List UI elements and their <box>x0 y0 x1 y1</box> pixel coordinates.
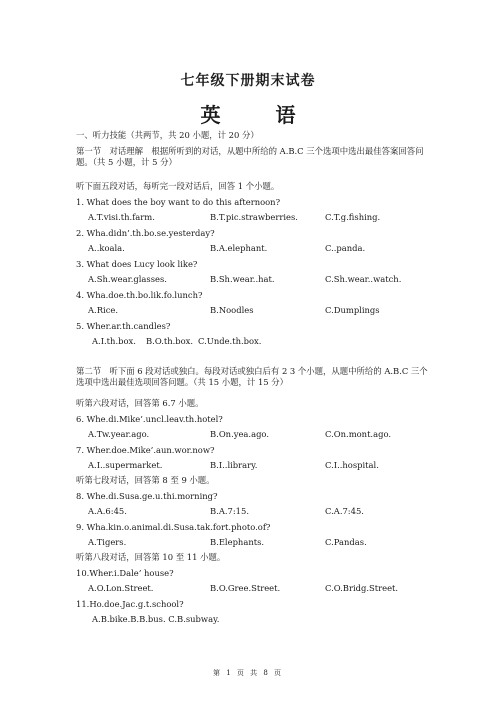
question-6-option-a: A.Tw.year.ago. <box>88 429 150 439</box>
question-3-stem: 3. What does Lucy look like? <box>76 259 198 269</box>
question-8-option-c: C.A.7:45. <box>325 506 364 516</box>
question-10-option-b: B.O.Gree.Street. <box>210 583 281 593</box>
question-7-stem: 7. Wher.doe.Mike’.aun.wor.now? <box>76 445 215 455</box>
question-8-option-a: A.A.6:45. <box>88 506 127 516</box>
question-10-stem: 10.Wher.i.Dale’ house? <box>76 568 174 578</box>
part1-heading: 一、听力技能（共两节，共 20 小题，计 20 分） <box>76 130 259 140</box>
question-5-option-b: B.O.th.box. <box>146 336 194 346</box>
question-5-option-c: C.Unde.th.box. <box>198 336 262 346</box>
section2-intro: 第二节 听下面 6 段对话或独白。每段对话或独白后有 2 3 个小题，从题中所给的 A.B.C 三个选项中选出最佳选项回答问题。（共 15 小题，计 15 分） <box>76 366 428 387</box>
question-5-stem: 5. Wher.ar.th.candles? <box>76 321 171 331</box>
question-1-option-c: C.T.g.fishing. <box>325 212 381 222</box>
question-4-stem: 4. Wha.doe.th.bo.lik.fo.lunch? <box>76 290 203 300</box>
question-9-stem: 9. Wha.kin.o.animal.di.Susa.tak.fort.photo.of? <box>76 522 271 532</box>
section2-note-7: 听第七段对话，回答第 8 至 9 小题。 <box>76 475 215 485</box>
question-1-option-a: A.T.visi.th.farm. <box>88 212 155 222</box>
question-1-option-b: B.T.pic.strawberries. <box>210 212 298 222</box>
question-4-option-b: B.Noodles <box>210 305 254 315</box>
question-6-option-c: C.On.mont.ago. <box>325 429 392 439</box>
page-title: 七年级下册期末试卷 <box>180 73 316 89</box>
question-3-option-a: A.Sh.wear.glasses. <box>88 274 167 284</box>
question-2-option-c: C..panda. <box>325 243 366 253</box>
question-2-option-b: B.A.elephant. <box>210 243 268 253</box>
section2-note-6: 听第六段对话，回答第 6.7 小题。 <box>76 398 204 408</box>
question-10-option-a: A.O.Lon.Street. <box>88 583 154 593</box>
question-7-option-b: B.I..library. <box>210 460 258 470</box>
question-2-option-a: A..koala. <box>88 243 125 253</box>
question-3-option-b: B.Sh.wear..hat. <box>210 274 275 284</box>
question-5-option-a: A.I.th.box. <box>92 336 136 346</box>
question-4-option-c: C.Dumplings <box>325 305 380 315</box>
page-footer: 第 1 页 共 8 页 <box>212 669 284 677</box>
question-7-option-a: A.I..supermarket. <box>88 460 163 470</box>
question-1-stem: 1. What does the boy want to do this afternoon? <box>76 197 281 207</box>
question-6-stem: 6. Whe.di.Mike’.uncl.leav.th.hotel? <box>76 414 223 424</box>
question-7-option-c: C.I..hospital. <box>325 460 379 470</box>
question-6-option-b: B.On.yea.ago. <box>210 429 269 439</box>
question-3-option-c: C.Sh.wear..watch. <box>325 274 402 284</box>
question-9-option-b: B.Elephants. <box>210 537 265 547</box>
section1-intro: 第一节 对话理解 根据所听到的对话，从题中所给的 A.B.C 三个选项中选出最佳答案回答问题。（共 5 小题，计 5 分） <box>76 146 424 167</box>
question-9-option-c: C.Pandas. <box>325 537 367 547</box>
question-11-options: A.B.bike.B.B.bus. C.B.subway. <box>92 614 220 624</box>
question-2-stem: 2. Wha.didn’.th.bo.se.yesterday? <box>76 228 215 238</box>
question-4-option-a: A.Rice. <box>88 305 119 315</box>
question-9-option-a: A.Tigers. <box>88 537 127 547</box>
question-8-option-b: B.A.7:15. <box>210 506 249 516</box>
question-8-stem: 8. Whe.di.Susa.ge.u.thi.morning? <box>76 491 218 501</box>
subject-title: 英 语 <box>200 103 320 127</box>
question-11-stem: 11.Ho.doe.Jac.g.t.school? <box>76 599 184 609</box>
section1-note: 听下面五段对话，每听完一段对话后，回答 1 个小题。 <box>76 181 280 191</box>
question-10-option-c: C.O.Bridg.Street. <box>325 583 399 593</box>
section2-note-8: 听第八段对话，回答第 10 至 11 小题。 <box>76 552 226 562</box>
